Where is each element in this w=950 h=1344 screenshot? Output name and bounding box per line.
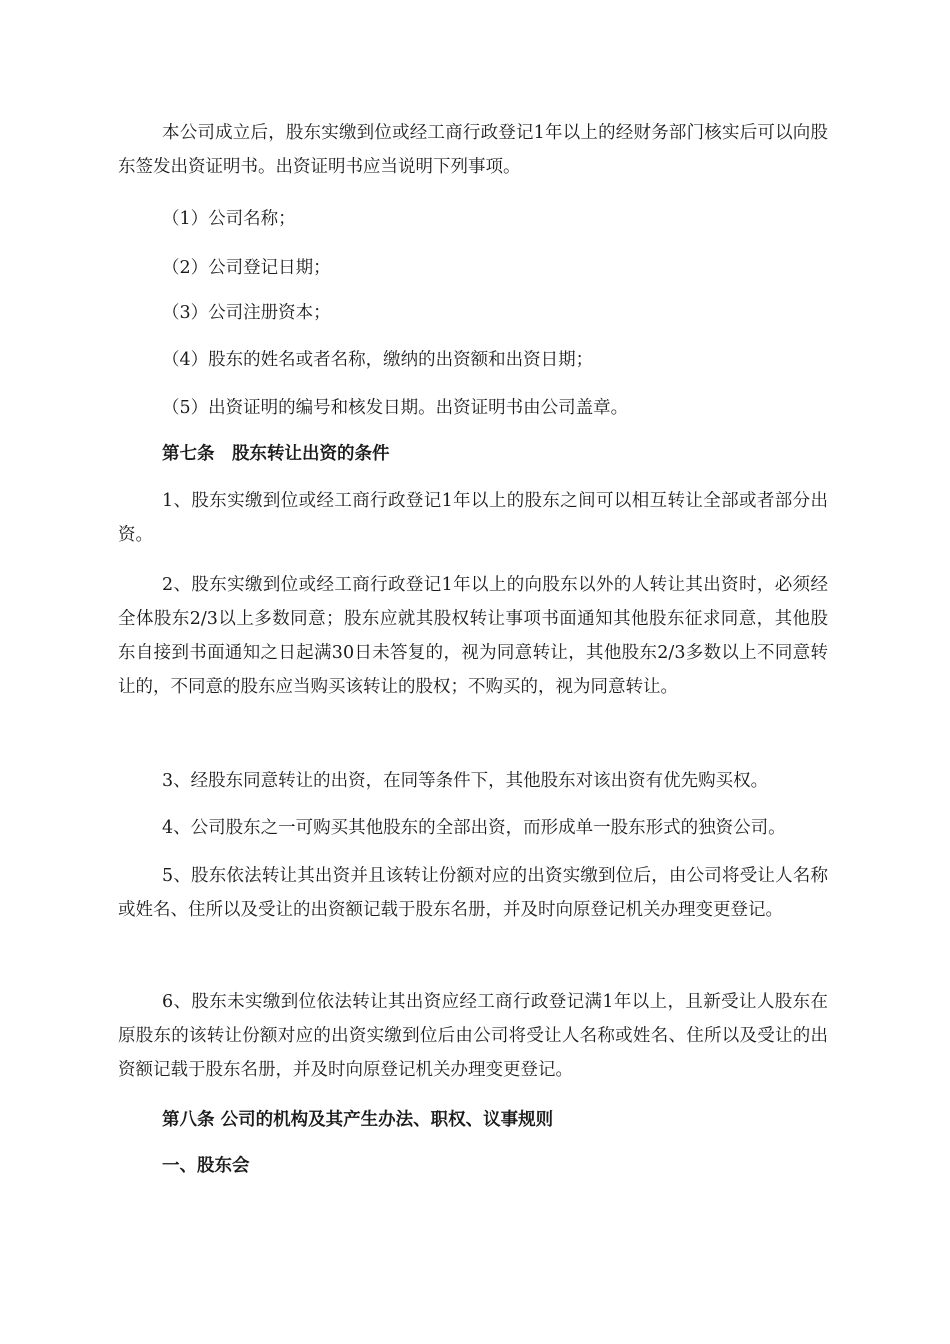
section-1-heading: 一、股东会: [162, 1156, 250, 1176]
article-7-clause-5: 5、股东依法转让其出资并且该转让份额对应的出资实缴到位后，由公司将受让人名称或姓名、住所以及受让的出资额记载于股东名册，并及时向原登记机关办理变更登记。: [118, 866, 828, 920]
article-7-clause-1: 1、股东实缴到位或经工商行政登记1年以上的股东之间可以相互转让全部或者部分出资。: [118, 491, 828, 545]
article-7-clause-4: 4、公司股东之一可购买其他股东的全部出资，而形成单一股东形式的独资公司。: [162, 818, 786, 838]
article-7-clause-3: 3、经股东同意转让的出资，在同等条件下，其他股东对该出资有优先购买权。: [162, 771, 769, 791]
list-item-certificate-number: （5）出资证明的编号和核发日期。出资证明书由公司盖章。: [162, 398, 629, 418]
list-item-shareholder-info: （4）股东的姓名或者名称，缴纳的出资额和出资日期；: [162, 350, 594, 370]
article-7-clause-6: 6、股东未实缴到位依法转让其出资应经工商行政登记满1年以上，且新受让人股东在原股东的该转让份额对应的出资实缴到位后由公司将受让人名称或姓名、住所以及受让的出资额记载于股东名册，并及时向原登记机关办理变更登记。: [118, 992, 828, 1080]
article-8-heading: 第八条 公司的机构及其产生办法、职权、议事规则: [162, 1110, 554, 1130]
list-item-registration-date: （2）公司登记日期；: [162, 258, 331, 278]
list-item-registered-capital: （3）公司注册资本；: [162, 303, 331, 323]
article-7-heading: 第七条 股东转让出资的条件: [162, 444, 390, 464]
article-7-clause-2: 2、股东实缴到位或经工商行政登记1年以上的向股东以外的人转让其出资时，必须经全体股东2/3以上多数同意；股东应就其股权转让事项书面通知其他股东征求同意，其他股东自接到书面通知之日起满30日未答复的，视为同意转让，其他股东2/3多数以上不同意转让的，不同意的股东应当购买该转让的股权；不购买的，视为同意转让。: [118, 575, 828, 697]
list-item-company-name: （1）公司名称；: [162, 209, 296, 229]
intro-paragraph: 本公司成立后，股东实缴到位或经工商行政登记1年以上的经财务部门核实后可以向股东签发出资证明书。出资证明书应当说明下列事项。: [118, 123, 828, 177]
